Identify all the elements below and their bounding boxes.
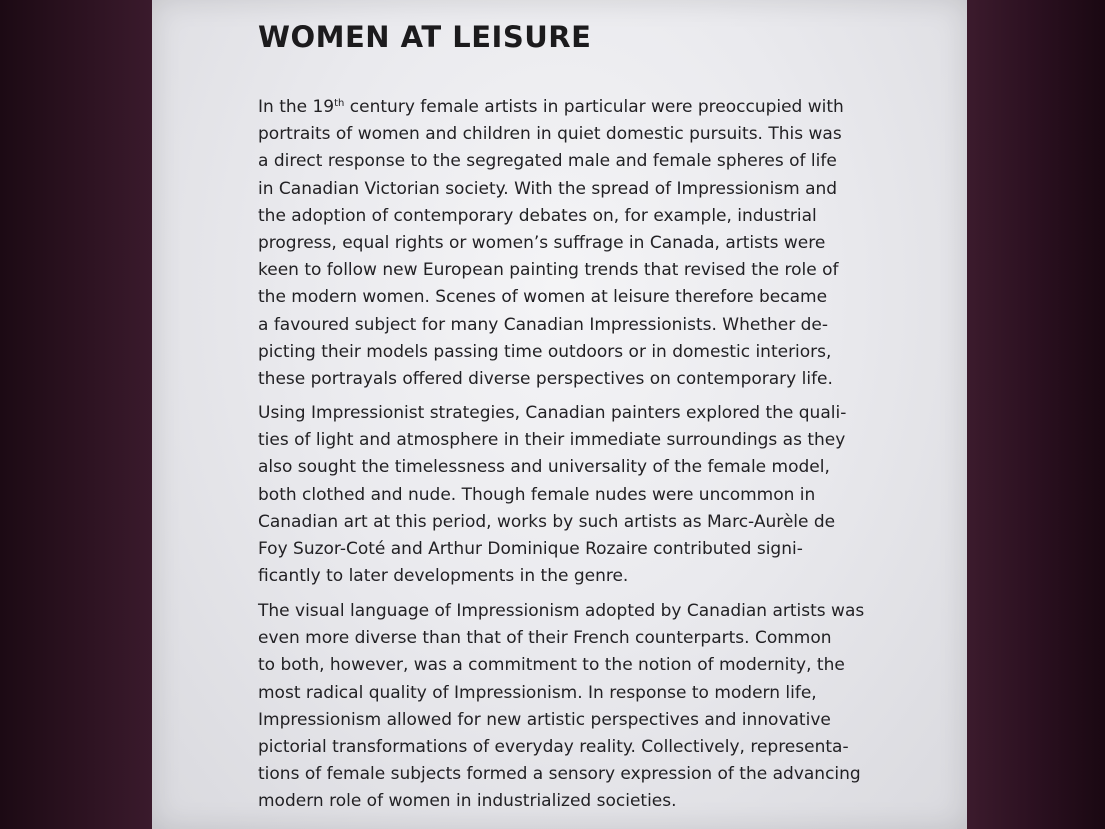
text-line: tions of female subjects formed a sensory expression of the advancing — [258, 764, 861, 785]
text-line: Using Impressionist strategies, Canadian painters explored the quali- — [258, 403, 847, 423]
text-line: the modern women. Scenes of women at leisure therefore became — [258, 287, 828, 308]
paragraph-1 — [258, 94, 858, 393]
paragraph-3 — [258, 598, 865, 816]
text-line: Impressionism allowed for new artistic perspectives and innovative — [258, 709, 831, 730]
ordinal-superscript: th — [334, 98, 345, 109]
text-line: a favoured subject for many Canadian Impressionists. Whether de- — [258, 314, 829, 335]
text-line: also sought the timelessness and universality of the female model, — [258, 457, 830, 478]
museum-wall-panel — [152, 0, 967, 829]
text-line: modern role of women in industrialized societies. — [258, 791, 677, 812]
text-line: portraits of women and children in quiet domestic pursuits. This was — [258, 124, 842, 145]
wall-right — [965, 0, 1105, 829]
text-line: The visual language of Impressionism adopted by Canadian artists was — [258, 601, 865, 621]
text-line: both clothed and nude. Though female nudes were uncommon in — [258, 484, 816, 505]
text-line: the adoption of contemporary debates on, for example, industrial — [258, 205, 817, 226]
panel-title: WOMEN AT LEISURE — [258, 20, 592, 54]
text-line: in Canadian Victorian society. With the spread of Impressionism and — [258, 178, 838, 199]
text-line: picting their models passing time outdoors or in domestic interiors, — [258, 341, 832, 362]
text-line: most radical quality of Impressionism. In response to modern life, — [258, 682, 817, 703]
paragraph-2 — [258, 400, 858, 590]
text-line: Canadian art at this period, works by such artists as Marc-Aurèle de — [258, 511, 836, 532]
text-line: to both, however, was a commitment to the notion of modernity, the — [258, 655, 845, 676]
text-line: Foy Suzor-Coté and Arthur Dominique Rozaire contributed signi- — [258, 539, 803, 560]
text-line: progress, equal rights or women’s suffrage in Canada, artists were — [258, 233, 826, 254]
text-line: a direct response to the segregated male and female spheres of life — [258, 151, 837, 172]
text-line: ficantly to later developments in the genre. — [258, 566, 629, 587]
text-line: In the 19th century female artists in particular were preoccupied with — [258, 97, 844, 117]
text-line: keen to follow new European painting trends that revised the role of — [258, 260, 839, 281]
text-line: even more diverse than that of their French counterparts. Common — [258, 628, 832, 649]
text-line: pictorial transformations of everyday reality. Collectively, representa- — [258, 737, 849, 758]
text-line: ties of light and atmosphere in their immediate surroundings as they — [258, 430, 846, 451]
wall-left — [0, 0, 152, 829]
text-line: these portrayals offered diverse perspectives on contemporary life. — [258, 369, 833, 390]
